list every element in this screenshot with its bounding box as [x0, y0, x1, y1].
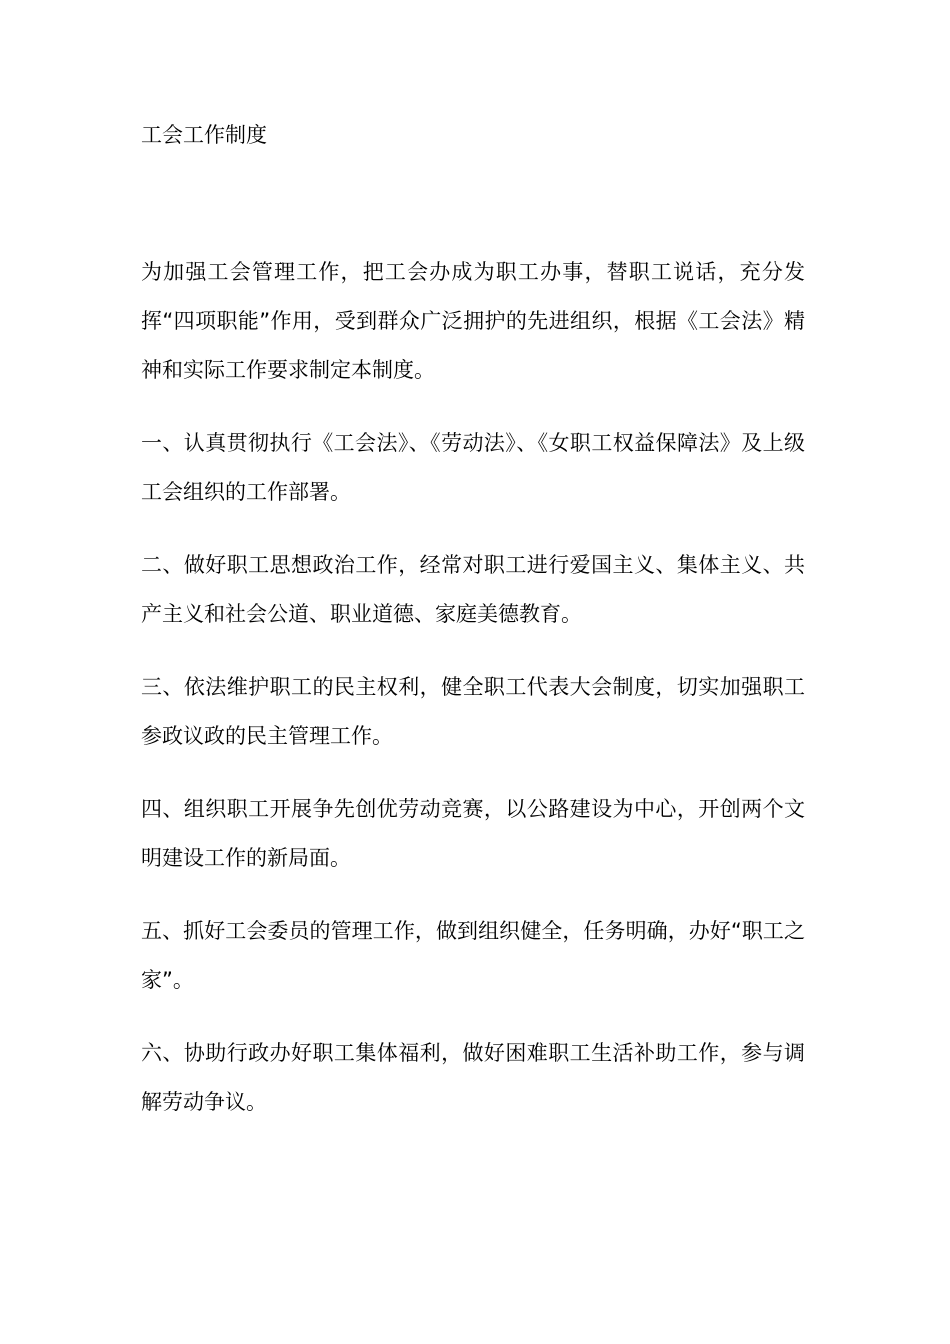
paragraph-item-5: 五、抓好工会委员的管理工作，做到组织健全，任务明确，办好“职工之家”。: [141, 919, 805, 992]
paragraph-item-4: 四、组织职工开展争先创优劳动竞赛，以公路建设为中心，开创两个文明建设工作的新局面。: [141, 797, 805, 870]
paragraph-item-3: 三、依法维护职工的民主权利，健全职工代表大会制度，切实加强职工参政议政的民主管理工作。: [141, 675, 805, 748]
paragraph-preamble: 为加强工会管理工作，把工会办成为职工办事，替职工说话，充分发挥“四项职能”作用，受到群众广泛拥护的先进组织，根据《工会法》精神和实际工作要求制定本制度。: [141, 260, 805, 382]
document-title: 工会工作制度: [141, 123, 267, 147]
paragraph-item-6: 六、协助行政办好职工集体福利，做好困难职工生活补助工作，参与调解劳动争议。: [141, 1041, 805, 1114]
paragraph-item-1: 一、认真贯彻执行《工会法》、《劳动法》、《女职工权益保障法》及上级工会组织的工作部署。: [141, 431, 805, 504]
paragraph-item-2: 二、做好职工思想政治工作，经常对职工进行爱国主义、集体主义、共产主义和社会公道、职业道德、家庭美德教育。: [141, 553, 805, 626]
